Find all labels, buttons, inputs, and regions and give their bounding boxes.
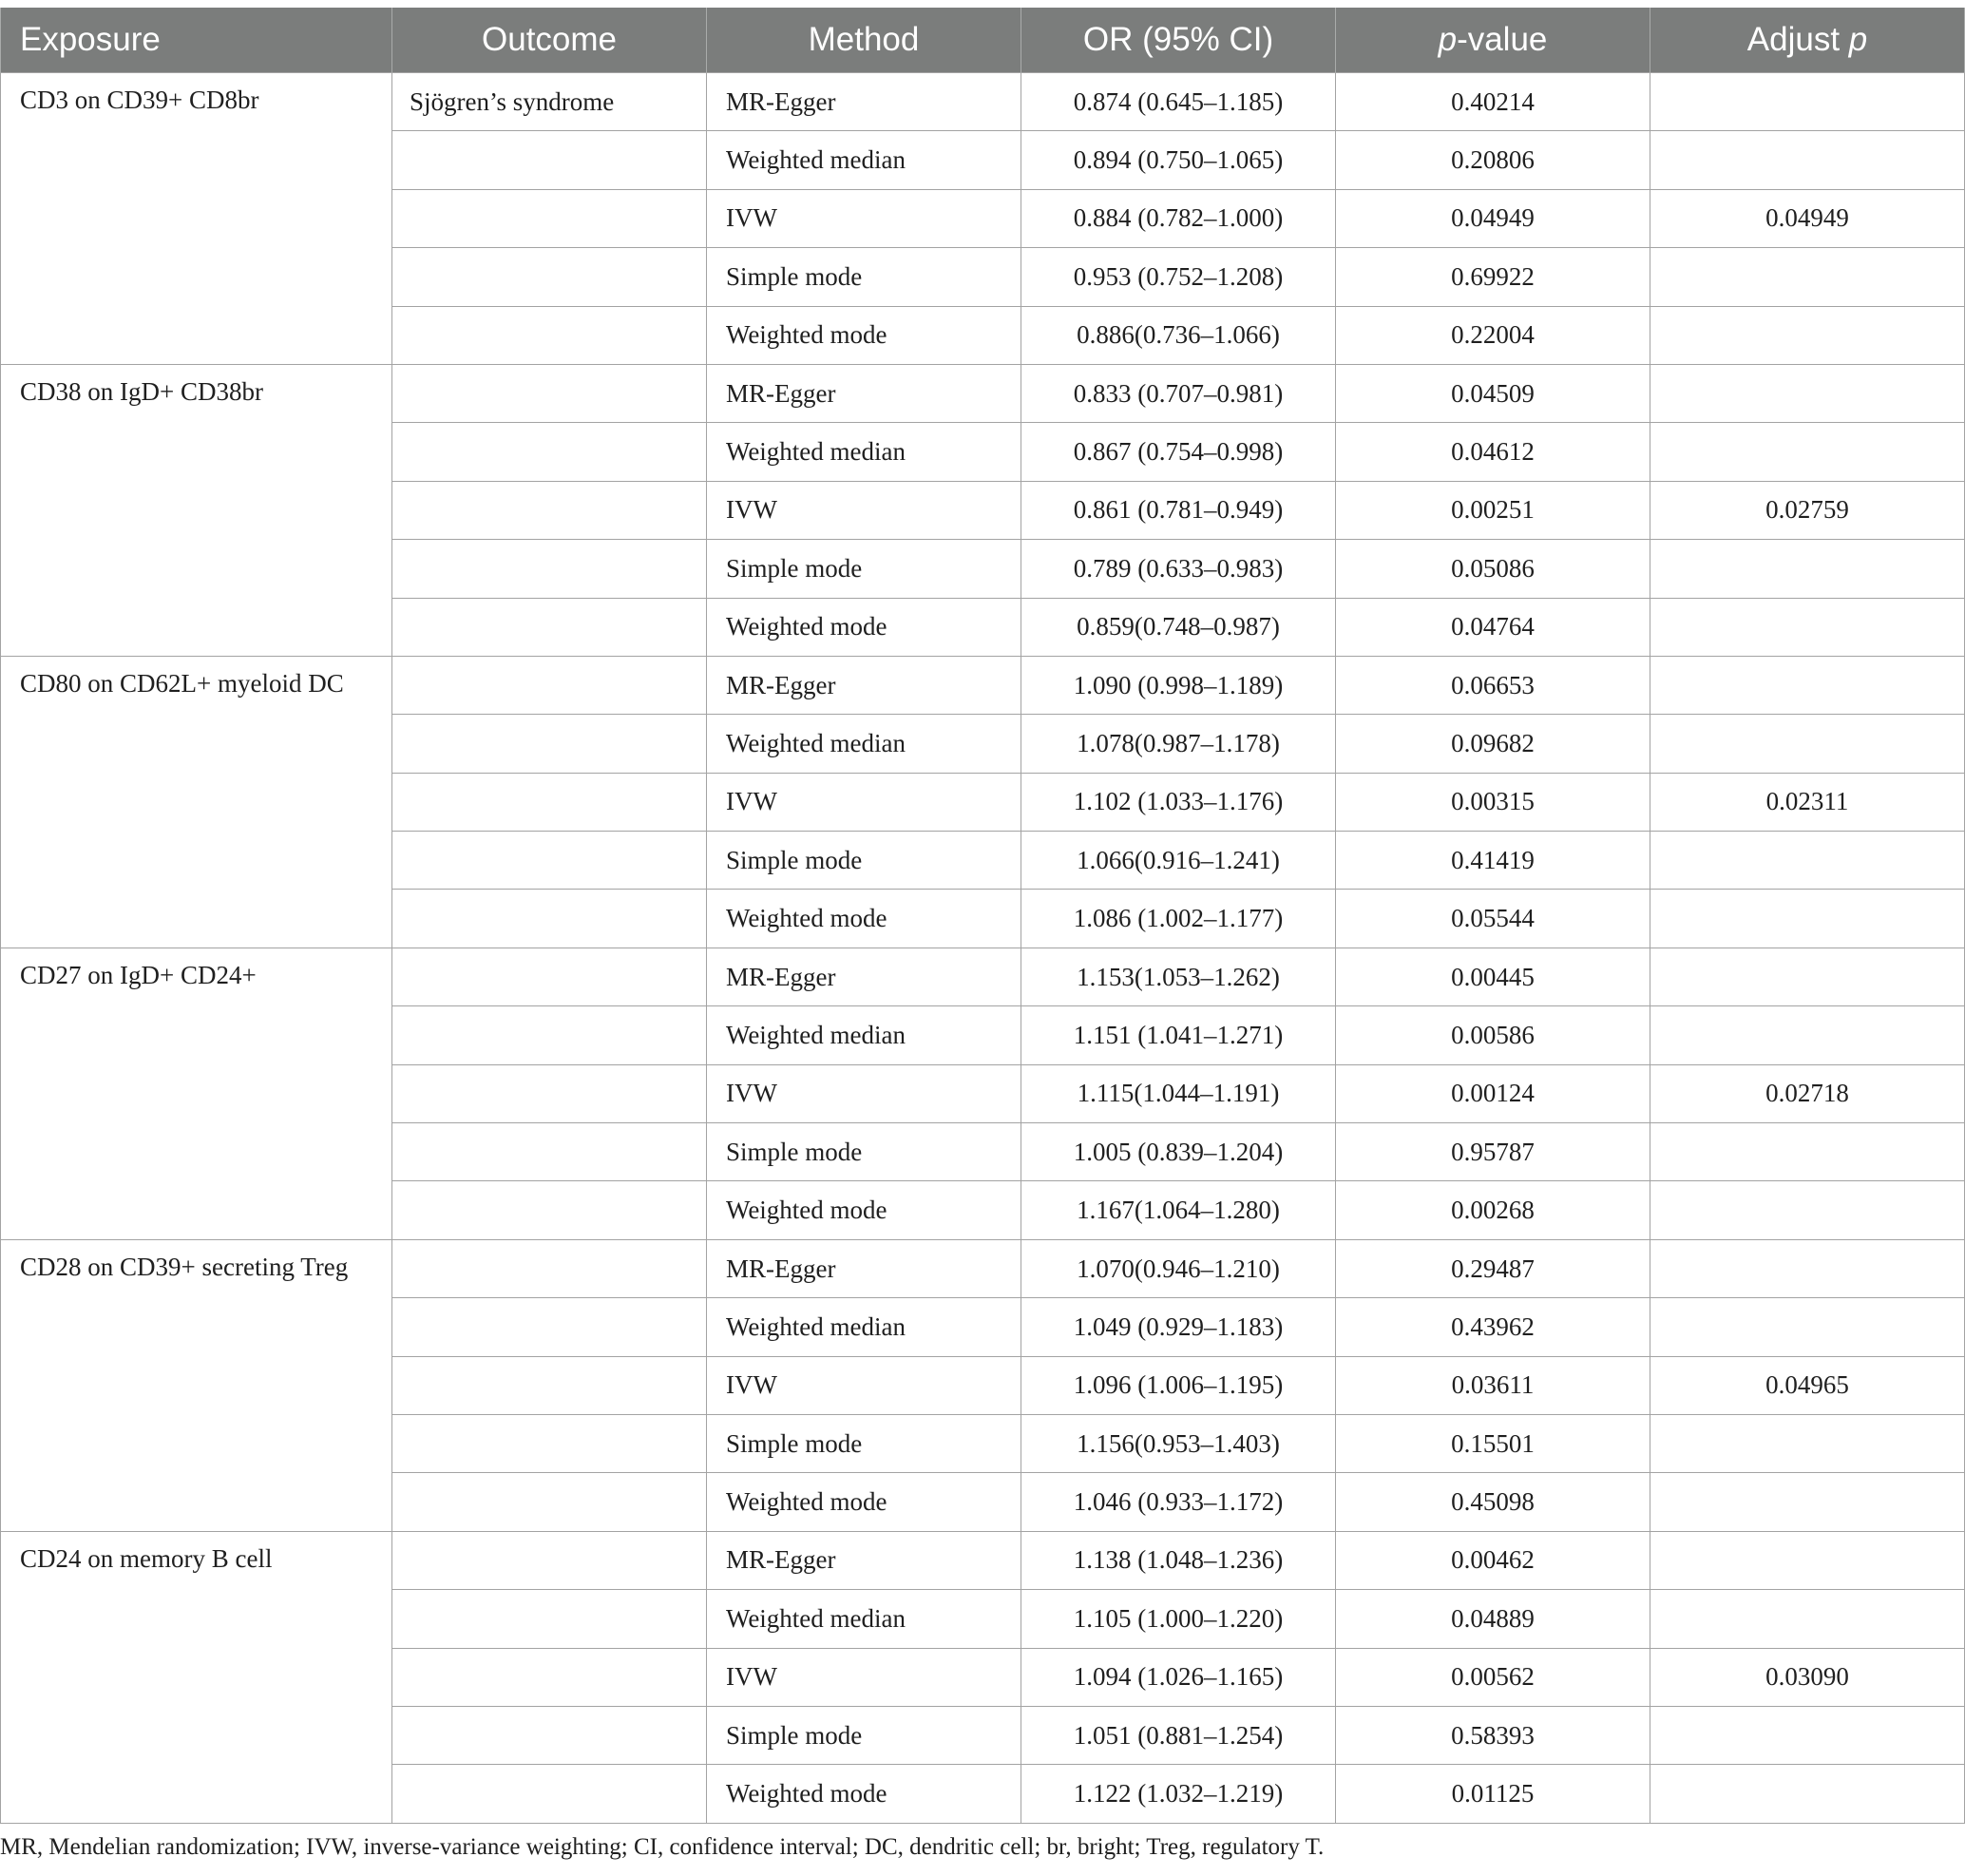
table-row [1, 364, 1965, 422]
outcome-cell [392, 1356, 707, 1414]
method-cell: Weighted median [707, 715, 1021, 773]
method-cell: IVW [707, 1648, 1021, 1706]
header-p-suffix: -value [1457, 21, 1548, 58]
method-cell: IVW [707, 481, 1021, 539]
outcome-cell [392, 1473, 707, 1531]
adjust-p-cell [1650, 1414, 1965, 1472]
adjust-p-cell [1650, 1706, 1965, 1764]
adjust-p-cell [1650, 73, 1965, 131]
outcome-cell [392, 1123, 707, 1181]
method-cell: Weighted median [707, 1006, 1021, 1064]
adjust-p-cell [1650, 1473, 1965, 1531]
p-value-cell: 0.40214 [1336, 73, 1650, 131]
p-value-cell: 0.00124 [1336, 1064, 1650, 1122]
outcome-cell [392, 598, 707, 656]
p-value-cell: 0.00251 [1336, 481, 1650, 539]
p-value-cell: 0.00445 [1336, 948, 1650, 1005]
p-value-cell: 0.20806 [1336, 131, 1650, 189]
p-value-cell: 0.04509 [1336, 364, 1650, 422]
table-header [1, 8, 1965, 73]
table-body [1, 73, 1965, 1824]
adjust-p-cell [1650, 1531, 1965, 1589]
method-cell: Weighted mode [707, 306, 1021, 364]
adjust-p-cell [1650, 1765, 1965, 1823]
outcome-cell [392, 656, 707, 714]
or-ci-cell: 1.090 (0.998–1.189) [1021, 656, 1336, 714]
outcome-cell [392, 131, 707, 189]
method-cell: Simple mode [707, 1414, 1021, 1472]
header-exposure: Exposure [1, 8, 392, 73]
method-cell: Simple mode [707, 1123, 1021, 1181]
or-ci-cell: 1.066(0.916–1.241) [1021, 832, 1336, 890]
outcome-cell [392, 715, 707, 773]
adjust-p-cell [1650, 1239, 1965, 1297]
or-ci-cell: 1.051 (0.881–1.254) [1021, 1706, 1336, 1764]
exposure-cell: CD27 on IgD+ CD24+ [1, 948, 392, 1239]
adjust-p-cell [1650, 1181, 1965, 1239]
p-value-cell: 0.00268 [1336, 1181, 1650, 1239]
p-value-cell: 0.04889 [1336, 1590, 1650, 1648]
adjust-p-cell [1650, 948, 1965, 1005]
outcome-cell [392, 1706, 707, 1764]
method-cell: Weighted mode [707, 1765, 1021, 1823]
or-ci-cell: 1.086 (1.002–1.177) [1021, 890, 1336, 948]
adjust-p-cell [1650, 540, 1965, 598]
method-cell: MR-Egger [707, 1239, 1021, 1297]
or-ci-cell: 0.789 (0.633–0.983) [1021, 540, 1336, 598]
or-ci-cell: 0.886(0.736–1.066) [1021, 306, 1336, 364]
outcome-cell [392, 890, 707, 948]
outcome-cell [392, 832, 707, 890]
header-p-italic: p [1438, 21, 1458, 58]
outcome-cell [392, 306, 707, 364]
method-cell: Weighted median [707, 1590, 1021, 1648]
or-ci-cell: 0.884 (0.782–1.000) [1021, 189, 1336, 247]
table-footnote: MR, Mendelian randomization; IVW, inverse-variance weighting; CI, confidence interval; DC, dendritic cell; br, bright; Treg, regulatory T. [0, 1834, 1325, 1860]
mr-results-table [0, 8, 1965, 1824]
adjust-p-cell [1650, 598, 1965, 656]
adjust-p-cell [1650, 423, 1965, 481]
adjust-p-cell: 0.03090 [1650, 1648, 1965, 1706]
p-value-cell: 0.09682 [1336, 715, 1650, 773]
method-cell: IVW [707, 1356, 1021, 1414]
method-cell: IVW [707, 1064, 1021, 1122]
method-cell: MR-Egger [707, 948, 1021, 1005]
exposure-cell: CD28 on CD39+ secreting Treg [1, 1239, 392, 1531]
adjust-p-cell: 0.02759 [1650, 481, 1965, 539]
adjust-p-cell [1650, 1298, 1965, 1356]
or-ci-cell: 1.102 (1.033–1.176) [1021, 773, 1336, 831]
p-value-cell: 0.04949 [1336, 189, 1650, 247]
p-value-cell: 0.00562 [1336, 1648, 1650, 1706]
exposure-cell: CD3 on CD39+ CD8br [1, 73, 392, 365]
or-ci-cell: 1.115(1.044–1.191) [1021, 1064, 1336, 1122]
adjust-p-cell [1650, 364, 1965, 422]
method-cell: Weighted mode [707, 1181, 1021, 1239]
header-adjust-p [1650, 8, 1965, 73]
or-ci-cell: 1.046 (0.933–1.172) [1021, 1473, 1336, 1531]
method-cell: Weighted mode [707, 598, 1021, 656]
or-ci-cell: 0.894 (0.750–1.065) [1021, 131, 1336, 189]
adjust-p-cell [1650, 890, 1965, 948]
outcome-cell [392, 1531, 707, 1589]
outcome-cell [392, 773, 707, 831]
outcome-cell [392, 1648, 707, 1706]
adjust-p-cell [1650, 656, 1965, 714]
or-ci-cell: 0.861 (0.781–0.949) [1021, 481, 1336, 539]
adjust-p-cell: 0.02718 [1650, 1064, 1965, 1122]
header-outcome: Outcome [392, 8, 707, 73]
table-row [1, 73, 1965, 131]
or-ci-cell: 0.867 (0.754–0.998) [1021, 423, 1336, 481]
method-cell: MR-Egger [707, 364, 1021, 422]
p-value-cell: 0.00315 [1336, 773, 1650, 831]
adjust-p-cell [1650, 131, 1965, 189]
outcome-cell: Sjögren’s syndrome [392, 73, 707, 131]
adjust-p-cell: 0.04949 [1650, 189, 1965, 247]
method-cell: MR-Egger [707, 1531, 1021, 1589]
method-cell: IVW [707, 773, 1021, 831]
p-value-cell: 0.29487 [1336, 1239, 1650, 1297]
outcome-cell [392, 481, 707, 539]
outcome-cell [392, 1064, 707, 1122]
outcome-cell [392, 1298, 707, 1356]
table-row [1, 948, 1965, 1005]
or-ci-cell: 1.005 (0.839–1.204) [1021, 1123, 1336, 1181]
header-adjust-prefix: Adjust [1746, 21, 1849, 58]
or-ci-cell: 1.156(0.953–1.403) [1021, 1414, 1336, 1472]
outcome-cell [392, 364, 707, 422]
adjust-p-cell [1650, 1006, 1965, 1064]
p-value-cell: 0.43962 [1336, 1298, 1650, 1356]
or-ci-cell: 1.105 (1.000–1.220) [1021, 1590, 1336, 1648]
p-value-cell: 0.05086 [1336, 540, 1650, 598]
p-value-cell: 0.05544 [1336, 890, 1650, 948]
or-ci-cell: 1.096 (1.006–1.195) [1021, 1356, 1336, 1414]
adjust-p-cell [1650, 248, 1965, 306]
header-adjust-italic: p [1848, 21, 1868, 58]
or-ci-cell: 1.078(0.987–1.178) [1021, 715, 1336, 773]
exposure-cell: CD24 on memory B cell [1, 1531, 392, 1823]
method-cell: Simple mode [707, 1706, 1021, 1764]
method-cell: Weighted median [707, 1298, 1021, 1356]
p-value-cell: 0.04764 [1336, 598, 1650, 656]
p-value-cell: 0.69922 [1336, 248, 1650, 306]
table-row [1, 1239, 1965, 1297]
method-cell: Simple mode [707, 832, 1021, 890]
header-p-value [1336, 8, 1650, 73]
or-ci-cell: 1.153(1.053–1.262) [1021, 948, 1336, 1005]
p-value-cell: 0.45098 [1336, 1473, 1650, 1531]
or-ci-cell: 0.953 (0.752–1.208) [1021, 248, 1336, 306]
outcome-cell [392, 189, 707, 247]
or-ci-cell: 1.049 (0.929–1.183) [1021, 1298, 1336, 1356]
method-cell: Weighted median [707, 131, 1021, 189]
outcome-cell [392, 1590, 707, 1648]
outcome-cell [392, 1239, 707, 1297]
method-cell: Weighted mode [707, 1473, 1021, 1531]
or-ci-cell: 0.859(0.748–0.987) [1021, 598, 1336, 656]
or-ci-cell: 1.070(0.946–1.210) [1021, 1239, 1336, 1297]
exposure-cell: CD80 on CD62L+ myeloid DC [1, 656, 392, 948]
outcome-cell [392, 1765, 707, 1823]
header-method: Method [707, 8, 1021, 73]
table-row [1, 1531, 1965, 1589]
method-cell: Simple mode [707, 540, 1021, 598]
adjust-p-cell [1650, 715, 1965, 773]
or-ci-cell: 0.833 (0.707–0.981) [1021, 364, 1336, 422]
p-value-cell: 0.00462 [1336, 1531, 1650, 1589]
or-ci-cell: 0.874 (0.645–1.185) [1021, 73, 1336, 131]
outcome-cell [392, 1006, 707, 1064]
p-value-cell: 0.41419 [1336, 832, 1650, 890]
p-value-cell: 0.06653 [1336, 656, 1650, 714]
adjust-p-cell: 0.04965 [1650, 1356, 1965, 1414]
p-value-cell: 0.15501 [1336, 1414, 1650, 1472]
method-cell: Weighted mode [707, 890, 1021, 948]
method-cell: IVW [707, 189, 1021, 247]
p-value-cell: 0.04612 [1336, 423, 1650, 481]
outcome-cell [392, 1414, 707, 1472]
adjust-p-cell [1650, 1590, 1965, 1648]
p-value-cell: 0.22004 [1336, 306, 1650, 364]
or-ci-cell: 1.138 (1.048–1.236) [1021, 1531, 1336, 1589]
adjust-p-cell [1650, 1123, 1965, 1181]
outcome-cell [392, 540, 707, 598]
method-cell: Simple mode [707, 248, 1021, 306]
or-ci-cell: 1.151 (1.041–1.271) [1021, 1006, 1336, 1064]
adjust-p-cell: 0.02311 [1650, 773, 1965, 831]
p-value-cell: 0.95787 [1336, 1123, 1650, 1181]
header-row [1, 8, 1965, 73]
method-cell: Weighted median [707, 423, 1021, 481]
p-value-cell: 0.00586 [1336, 1006, 1650, 1064]
method-cell: MR-Egger [707, 656, 1021, 714]
table-row [1, 656, 1965, 714]
p-value-cell: 0.58393 [1336, 1706, 1650, 1764]
or-ci-cell: 1.094 (1.026–1.165) [1021, 1648, 1336, 1706]
header-or-ci: OR (95% CI) [1021, 8, 1336, 73]
results-table-container [0, 8, 1965, 1824]
or-ci-cell: 1.122 (1.032–1.219) [1021, 1765, 1336, 1823]
p-value-cell: 0.01125 [1336, 1765, 1650, 1823]
exposure-cell: CD38 on IgD+ CD38br [1, 364, 392, 656]
outcome-cell [392, 948, 707, 1005]
or-ci-cell: 1.167(1.064–1.280) [1021, 1181, 1336, 1239]
outcome-cell [392, 248, 707, 306]
adjust-p-cell [1650, 306, 1965, 364]
p-value-cell: 0.03611 [1336, 1356, 1650, 1414]
outcome-cell [392, 1181, 707, 1239]
method-cell: MR-Egger [707, 73, 1021, 131]
outcome-cell [392, 423, 707, 481]
adjust-p-cell [1650, 832, 1965, 890]
